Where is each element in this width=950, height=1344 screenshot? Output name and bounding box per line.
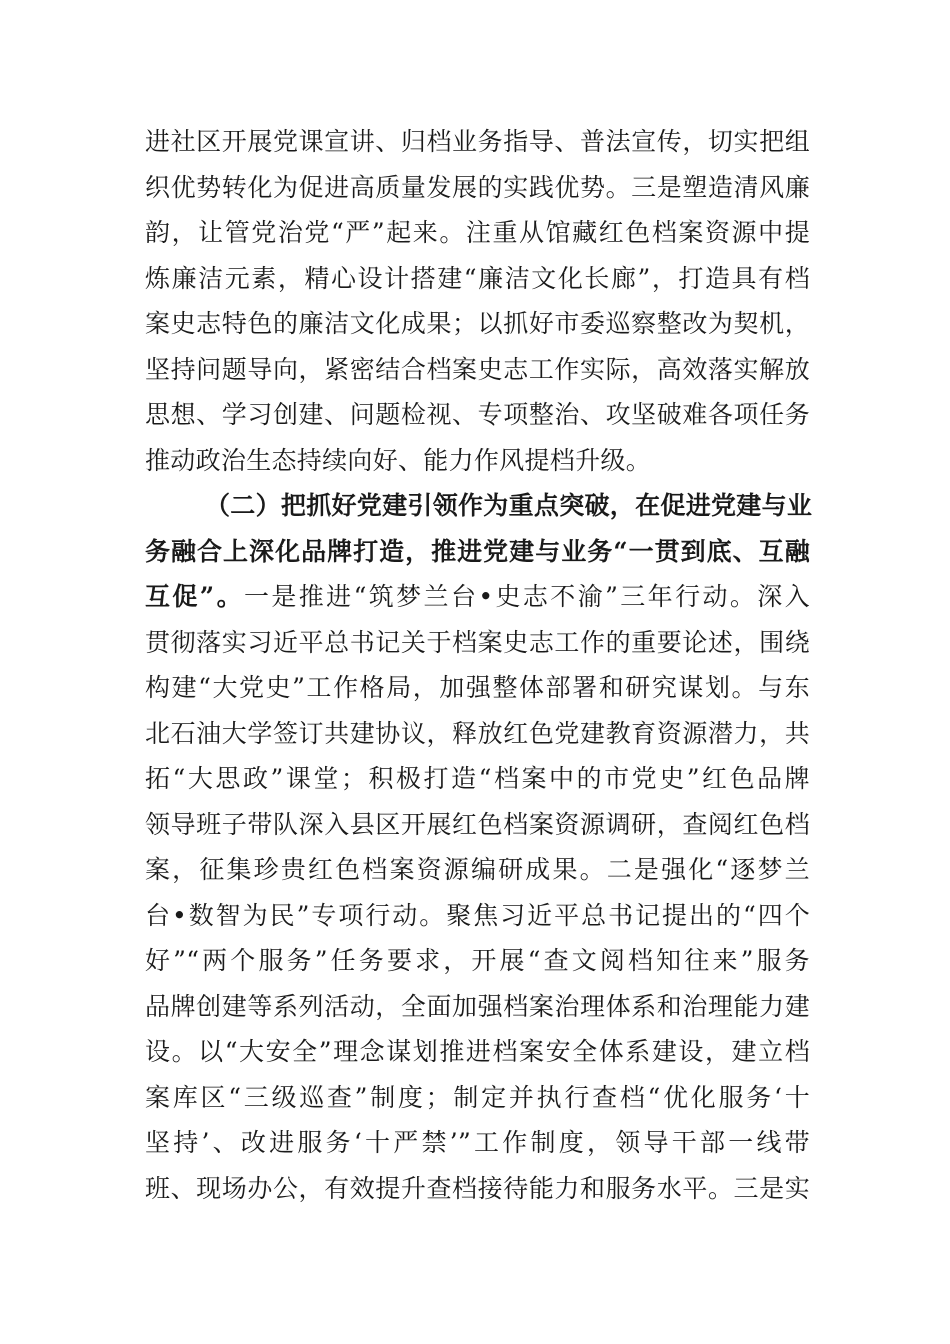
text-line: 班、现场办公，有效提升查档接待能力和服务水平。三是实 xyxy=(145,1173,810,1203)
text-line: 设。以“大安全”理念谋划推进档案安全体系建设，建立档 xyxy=(145,1037,810,1066)
text-line: 北石油大学签订共建协议，释放红色党建教育资源潜力，共 xyxy=(145,718,810,748)
text-line: 贯彻落实习近平总书记关于档案史志工作的重要论述，围绕 xyxy=(145,627,810,657)
text-line: 领导班子带队深入县区开展红色档案资源调研，查阅红色档 xyxy=(145,809,810,839)
text-line: 坚持问题导向，紧密结合档案史志工作实际，高效落实解放 xyxy=(145,354,810,384)
text-line: 品牌创建等系列活动，全面加强档案治理体系和治理能力建 xyxy=(145,991,810,1021)
body-text xyxy=(145,119,813,1211)
text-segment: 一是推进“筑梦兰台•史志不渝”三年行动。深入 xyxy=(243,582,810,611)
text-line: 韵，让管党治党“严”起来。注重从馆藏红色档案资源中提 xyxy=(145,218,810,247)
section-heading-line: 务融合上深化品牌打造，推进党建与业务“一贯到底、互融 xyxy=(145,536,810,566)
text-line: 织优势转化为促进高质量发展的实践优势。三是塑造清风廉 xyxy=(145,172,810,202)
text-line: 构建“大党史”工作格局，加强整体部署和研究谋划。与东 xyxy=(145,673,810,702)
text-line: 进社区开展党课宣讲、归档业务指导、普法宣传，切实把组 xyxy=(145,127,810,156)
section-heading-line: （二）把抓好党建引领作为重点突破，在促进党建与业 xyxy=(205,491,813,520)
paragraph-1 xyxy=(145,119,810,483)
text-line: 拓“大思政”课堂；积极打造“档案中的市党史”红色品牌 xyxy=(145,764,810,793)
text-line: 炼廉洁元素，精心设计搭建“廉洁文化长廊”，打造具有档 xyxy=(145,263,810,293)
section-heading-end: 互促”。 xyxy=(145,582,244,611)
paragraph-2 xyxy=(145,483,813,1211)
text-line: 案库区“三级巡查”制度；制定并执行查档“优化服务‘十 xyxy=(145,1082,810,1112)
text-line: 案史志特色的廉洁文化成果；以抓好市委巡察整改为契机， xyxy=(145,309,810,338)
text-line: 案，征集珍贵红色档案资源编研成果。二是强化“逐梦兰 xyxy=(145,855,810,884)
text-line: 坚持’、改进服务‘十严禁’”工作制度，领导干部一线带 xyxy=(145,1128,810,1157)
text-line: 台•数智为民”专项行动。聚焦习近平总书记提出的“四个 xyxy=(145,900,810,930)
text-line: 推动政治生态持续向好、能力作风提档升级。 xyxy=(145,445,652,475)
text-line: 好”“两个服务”任务要求，开展“查文阅档知往来”服务 xyxy=(145,946,810,975)
mixed-text-line xyxy=(145,574,810,620)
text-line: 思想、学习创建、问题检视、专项整治、攻坚破难各项任务 xyxy=(145,400,810,429)
